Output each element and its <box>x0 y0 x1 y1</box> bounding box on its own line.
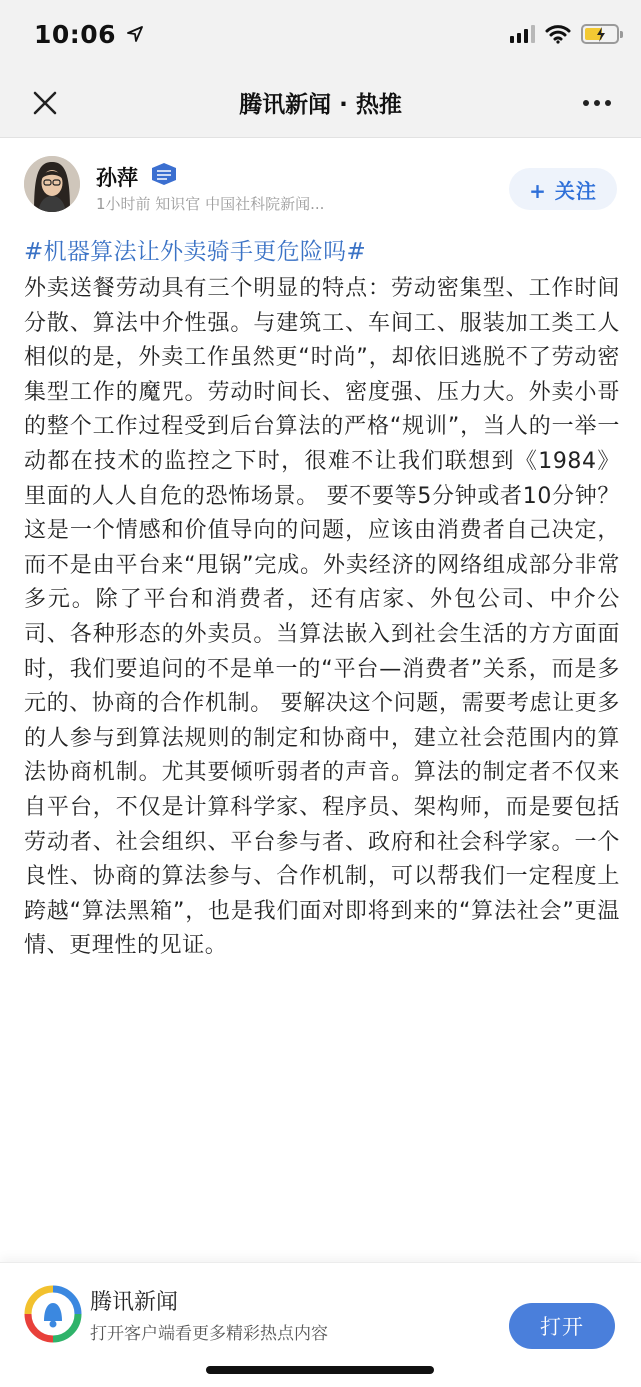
avatar[interactable] <box>24 156 80 212</box>
open-app-button[interactable]: 打开 <box>509 1303 615 1349</box>
nav-bar <box>0 68 641 138</box>
home-indicator[interactable] <box>206 1366 434 1374</box>
cellular-signal-icon <box>510 25 535 43</box>
author-row <box>0 138 641 230</box>
status-time-text: 10:06 <box>34 20 117 49</box>
status-indicators <box>510 24 619 44</box>
status-bar <box>0 0 641 68</box>
follow-button[interactable]: + 关注 <box>509 168 617 210</box>
app-description: 打开客户端看更多精彩热点内容 <box>90 1324 328 1344</box>
charging-bolt-icon <box>596 27 606 42</box>
verified-badge-icon <box>150 162 178 186</box>
author-meta: 1小时前 知识官 中国社科院新闻... <box>96 195 325 213</box>
article-hashtag[interactable]: #机器算法让外卖骑手更危险吗# <box>24 239 367 265</box>
battery-icon <box>581 24 619 44</box>
tencent-news-logo <box>24 1285 82 1343</box>
wifi-icon <box>545 24 571 44</box>
app-name: 腾讯新闻 <box>90 1290 179 1315</box>
page-title: 腾讯新闻 · 热推 <box>239 92 402 118</box>
more-icon <box>583 100 589 106</box>
location-arrow-icon <box>127 26 143 42</box>
avatar-photo <box>24 156 80 212</box>
article <box>24 232 620 964</box>
more-button[interactable] <box>575 84 619 122</box>
author-name[interactable]: 孙萍 <box>96 166 138 190</box>
status-time <box>34 20 143 49</box>
article-body: 外卖送餐劳动具有三个明显的特点：劳动密集型、工作时间分散、算法中介性强。与建筑工、车间工、服装加工类工人相似的是，外卖工作虽然更“时尚”，却依旧逃脱不了劳动密集型工作的魔咒。劳动时间长、密度强、压力大。外卖小哥的整个工作过程受到后台算法的严格“规训”，当人的一举一动都在技术的监控之下时，很难不让我们联想到《1984》里面的人人自危的恐怖场景。 要不要等5分钟或者10分钟？这是一个情感和价值导向的问题，应该由消费者自己决定，而不是由平台来“甩锅”完成。外卖经济的网络组成部分非常多元。除了平台和消费者，还有店家、外包公司、中介公司、各种形态的外卖员。当算法嵌入到社会生活的方方面面时，我们要追问的不是单一的“平台—消费者”关系，而是多元的、协商的合作机制。 要解决这个问题，需要考虑让更多的人参与到算法规则的制定和协商中，建立社会范围内的算法协商机制。尤其要倾听弱者的声音。算法的制定者不仅来自平台，不仅是计算科学家、程序员、架构师，而是要包括劳动者、社会组织、平台参与者、政府和社会科学家。一个良性、协商的算法参与、合作机制，可以帮我们一定程度上跨越“算法黑箱”，也是我们面对即将到来的“算法社会”更温情、更理性的见证。 <box>24 276 620 959</box>
